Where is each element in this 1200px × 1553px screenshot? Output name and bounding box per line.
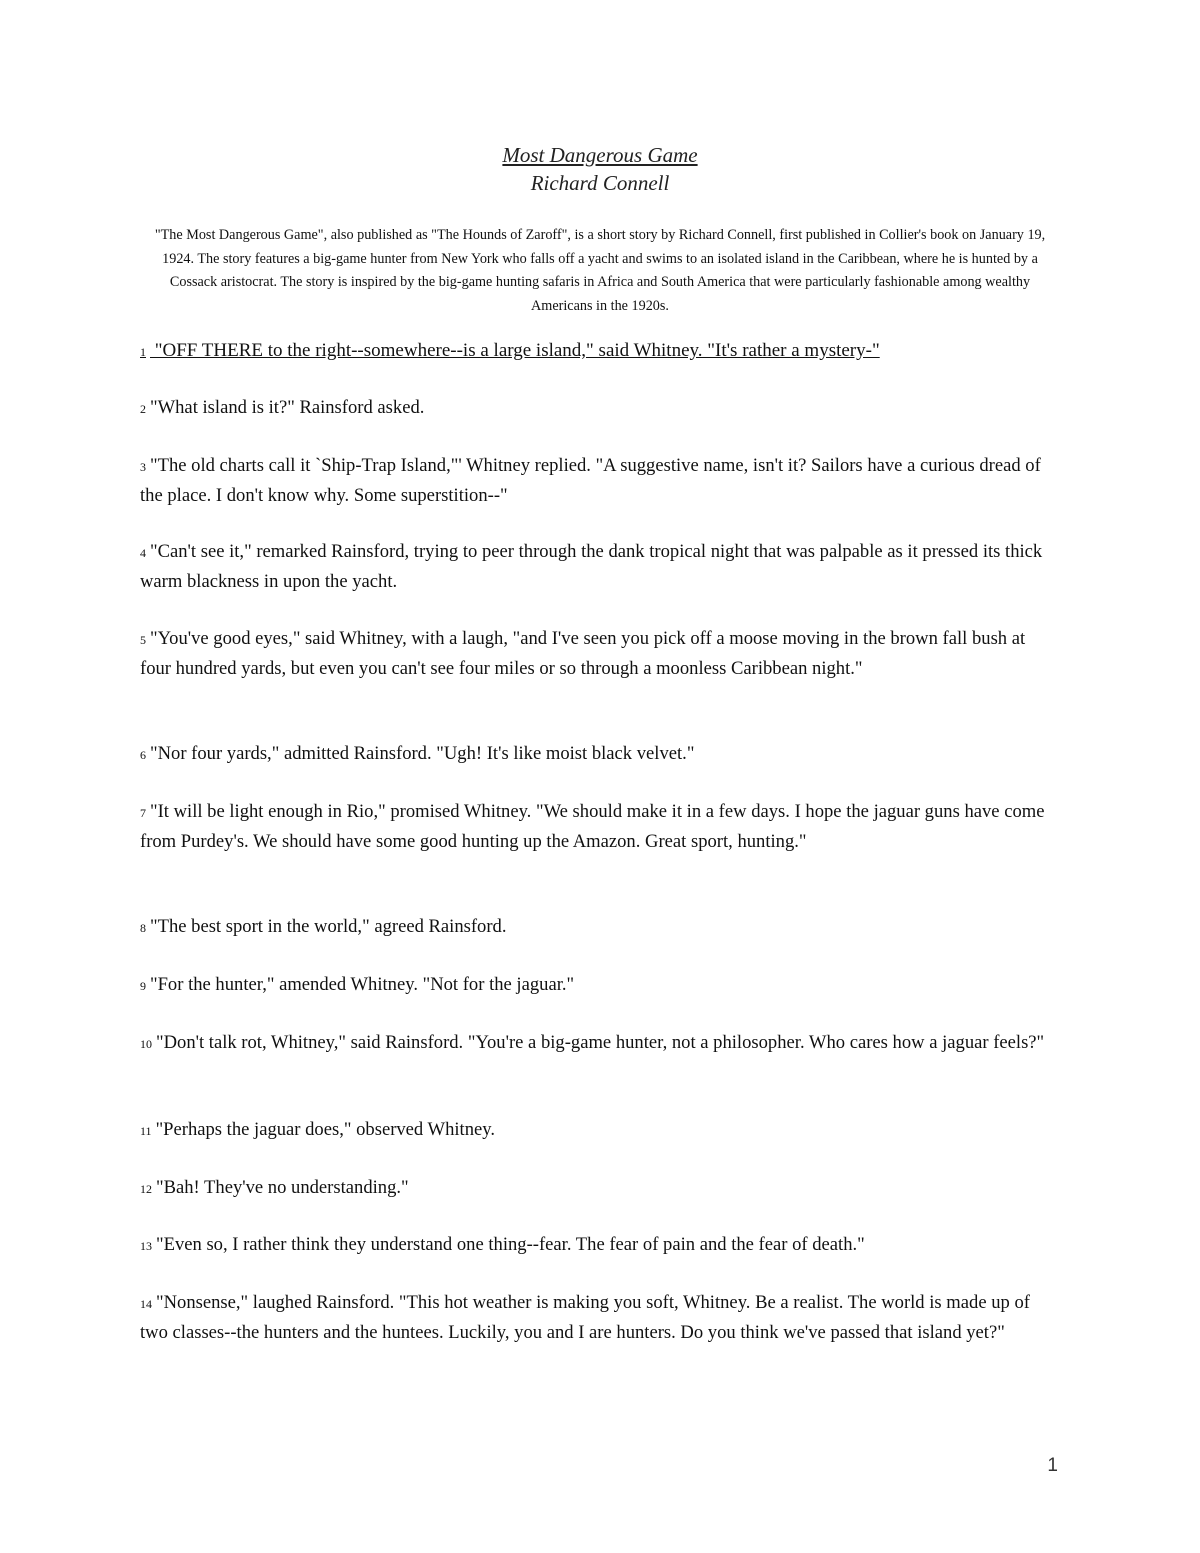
paragraph-7 xyxy=(140,798,1060,856)
paragraph-14 xyxy=(140,1289,1060,1347)
paragraph-number: 3 xyxy=(140,460,146,474)
paragraph-text: "Bah! They've no understanding." xyxy=(156,1177,409,1198)
paragraph-number: 13 xyxy=(140,1239,152,1253)
document-title: Most Dangerous Game xyxy=(502,143,698,167)
paragraph-number: 10 xyxy=(140,1037,152,1051)
paragraph-1 xyxy=(140,337,1060,367)
paragraph-12 xyxy=(140,1174,1060,1204)
paragraph-5 xyxy=(140,625,1060,683)
paragraph-text: "Don't talk rot, Whitney," said Rainsford. "You're a big-game hunter, not a philosopher. Who cares how a jaguar feels?" xyxy=(156,1032,1045,1053)
paragraph-10 xyxy=(140,1029,1060,1059)
paragraph-text: "You've good eyes," said Whitney, with a laugh, "and I've seen you pick off a moose moving in the brown fall bush at four hundred yards, but even you can't see four miles or so through a moonless Caribbean night." xyxy=(140,628,1026,679)
paragraph-text: "Even so, I rather think they understand one thing--fear. The fear of pain and the fear of death." xyxy=(156,1234,865,1255)
paragraph-4 xyxy=(140,538,1060,596)
paragraph-3 xyxy=(140,452,1060,510)
paragraph-11 xyxy=(140,1116,1060,1146)
paragraph-13 xyxy=(140,1231,1060,1261)
paragraph-number: 2 xyxy=(140,402,146,416)
paragraph-number: 5 xyxy=(140,633,146,647)
paragraph-text: "Perhaps the jaguar does," observed Whitney. xyxy=(155,1119,496,1140)
paragraph-8 xyxy=(140,913,1060,943)
paragraph-text: "OFF THERE to the right--somewhere--is a large island," said Whitney. "It's rather a mystery-" xyxy=(150,340,880,361)
paragraph-text: "Nonsense," laughed Rainsford. "This hot weather is making you soft, Whitney. Be a realist. The world is made up of two classes--the hunters and the huntees. Luckily, you and I are hunters. Do you think we've passed that island yet?" xyxy=(140,1292,1030,1343)
paragraph-text: "The best sport in the world," agreed Rainsford. xyxy=(150,916,507,937)
intro-paragraph: "The Most Dangerous Game", also published as "The Hounds of Zaroff", is a short story by Richard Connell, first published in Collier's book on January 19, 1924. The story features a big-game hunter from New York who falls off a yacht and swims to an isolated island in the Caribbean, where he is hunted by a Cossack aristocrat. The story is inspired by the big-game hunting safaris in Africa and South America that were particularly fashionable among wealthy Americans in the 1920s. xyxy=(154,227,1046,314)
paragraph-number: 8 xyxy=(140,921,146,935)
paragraph-number: 14 xyxy=(140,1297,152,1311)
document-author: Richard Connell xyxy=(530,171,670,195)
paragraph-text: "The old charts call it `Ship-Trap Island,"' Whitney replied. "A suggestive name, isn't it? Sailors have a curious dread of the place. I don't know why. Some superstition--" xyxy=(140,455,1041,506)
paragraph-2 xyxy=(140,394,1060,424)
paragraph-number: 6 xyxy=(140,748,146,762)
paragraph-text: "For the hunter," amended Whitney. "Not for the jaguar." xyxy=(150,974,575,995)
paragraph-text: "Can't see it," remarked Rainsford, trying to peer through the dank tropical night that was palpable as it pressed its thick warm blackness in upon the yacht. xyxy=(140,541,1043,592)
paragraph-number: 4 xyxy=(140,546,146,560)
paragraph-number: 12 xyxy=(140,1182,152,1196)
page-number: 1 xyxy=(1047,1455,1058,1476)
paragraph-number: 11 xyxy=(140,1124,152,1138)
paragraph-number: 7 xyxy=(140,806,146,820)
paragraph-number: 9 xyxy=(140,979,146,993)
paragraph-text: "Nor four yards," admitted Rainsford. "Ugh! It's like moist black velvet." xyxy=(150,743,695,764)
paragraph-6 xyxy=(140,740,1060,770)
paragraph-number: 1 xyxy=(140,345,146,359)
paragraph-text: "It will be light enough in Rio," promised Whitney. "We should make it in a few days. I hope the jaguar guns have come from Purdey's. We should have some good hunting up the Amazon. Great sport, hunting." xyxy=(140,801,1045,852)
paragraph-9 xyxy=(140,971,1060,1001)
paragraph-text: "What island is it?" Rainsford asked. xyxy=(150,397,425,418)
